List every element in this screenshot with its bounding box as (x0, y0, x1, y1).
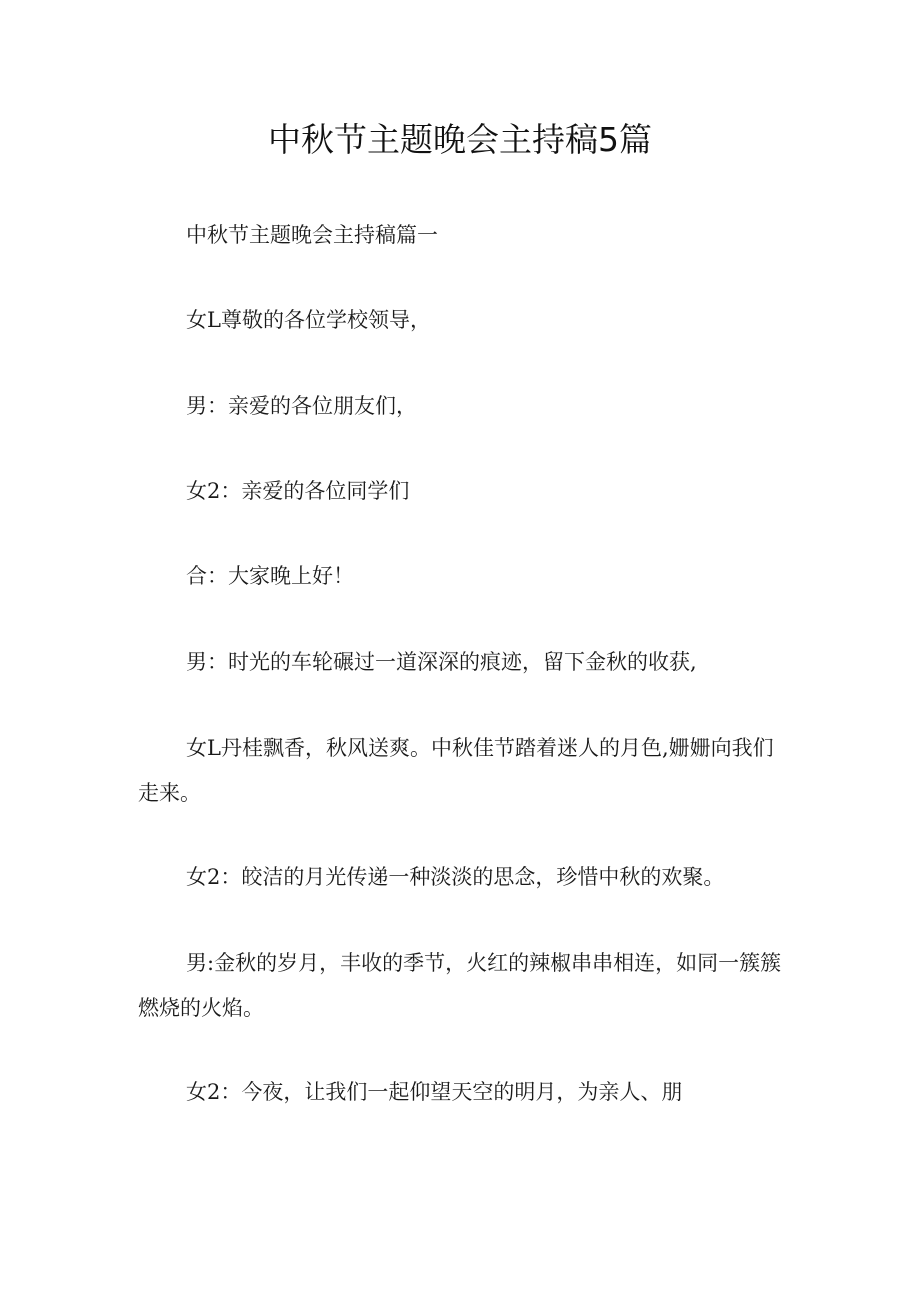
script-line: 女L丹桂飘香，秋风送爽。中秋佳节踏着迷人的月色,姗姗向我们走来。 (138, 736, 774, 805)
script-line: 女L尊敬的各位学校领导， (186, 308, 431, 332)
script-line: 女2：亲爱的各位同学们 (186, 479, 410, 503)
script-line: 男：时光的车轮碾过一道深深的痕迹，留下金秋的收获, (186, 650, 697, 674)
section-heading: 中秋节主题晚会主持稿篇一 (186, 223, 438, 247)
document-title: 中秋节主题晚会主持稿5篇 (268, 120, 652, 159)
script-line: 合：大家晚上好！ (186, 564, 354, 588)
script-line: 男:金秋的岁月，丰收的季节，火红的辣椒串串相连，如同一簇簇燃烧的火焰。 (138, 951, 782, 1020)
script-line: 女2：皎洁的月光传递一种淡淡的思念，珍惜中秋的欢聚。 (186, 865, 725, 889)
script-line: 男：亲爱的各位朋友们， (186, 394, 417, 418)
script-line: 女2：今夜，让我们一起仰望天空的明月，为亲人、朋 (186, 1080, 683, 1104)
